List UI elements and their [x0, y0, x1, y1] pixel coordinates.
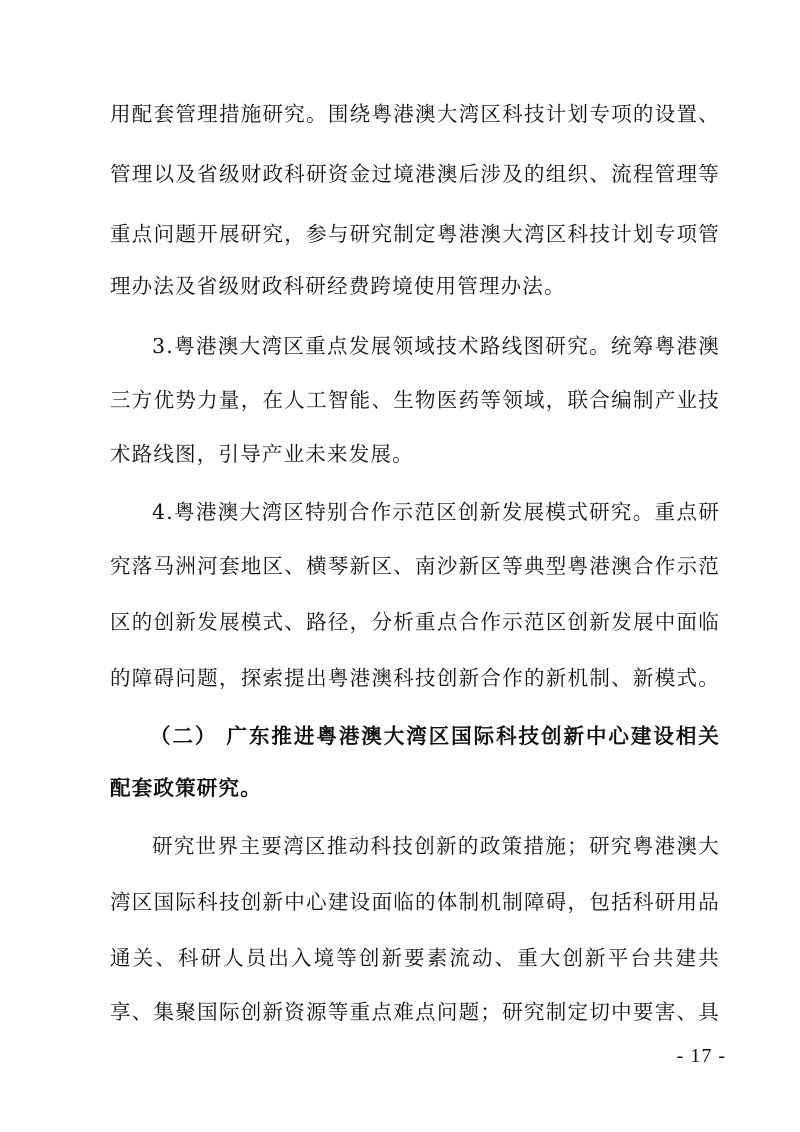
body-text-line: 3.粤港澳大湾区重点发展领域技术路线图研究。统筹粤港澳	[152, 334, 720, 358]
body-text-line: 区的创新发展模式、路径，分析重点合作示范区创新发展中面临	[110, 610, 720, 634]
section-heading-line: （二） 广东推进粤港澳大湾区国际科技创新中心建设相关	[150, 724, 720, 748]
body-text-line: 享、集聚国际创新资源等重点难点问题；研究制定切中要害、具	[110, 1000, 720, 1024]
page-number: - 17 -	[676, 1045, 726, 1067]
body-text-line: 湾区国际科技创新中心建设面临的体制机制障碍，包括科研用品	[110, 890, 720, 914]
body-text-line: 重点问题开展研究，参与研究制定粤港澳大湾区科技计划专项管	[110, 222, 720, 246]
body-text-line: 通关、科研人员出入境等创新要素流动、重大创新平台共建共	[110, 946, 720, 970]
body-text-line: 研究世界主要湾区推动科技创新的政策措施；研究粤港澳大	[152, 834, 720, 858]
body-text-line: 用配套管理措施研究。围绕粤港澳大湾区科技计划专项的设置、	[110, 102, 720, 126]
body-text-line: 理办法及省级财政科研经费跨境使用管理办法。	[110, 274, 566, 298]
body-text-line: 术路线图，引导产业未来发展。	[110, 442, 414, 466]
body-text-line: 三方优势力量，在人工智能、生物医药等领域，联合编制产业技	[110, 388, 720, 412]
body-text-line: 4.粤港澳大湾区特别合作示范区创新发展模式研究。重点研	[152, 500, 720, 524]
section-heading-line: 配套政策研究。	[110, 776, 262, 800]
body-text-line: 管理以及省级财政科研资金过境港澳后涉及的组织、流程管理等	[110, 162, 720, 186]
body-text-line: 究落马洲河套地区、横琴新区、南沙新区等典型粤港澳合作示范	[110, 554, 720, 578]
body-text-line: 的障碍问题，探索提出粤港澳科技创新合作的新机制、新模式。	[110, 666, 720, 690]
